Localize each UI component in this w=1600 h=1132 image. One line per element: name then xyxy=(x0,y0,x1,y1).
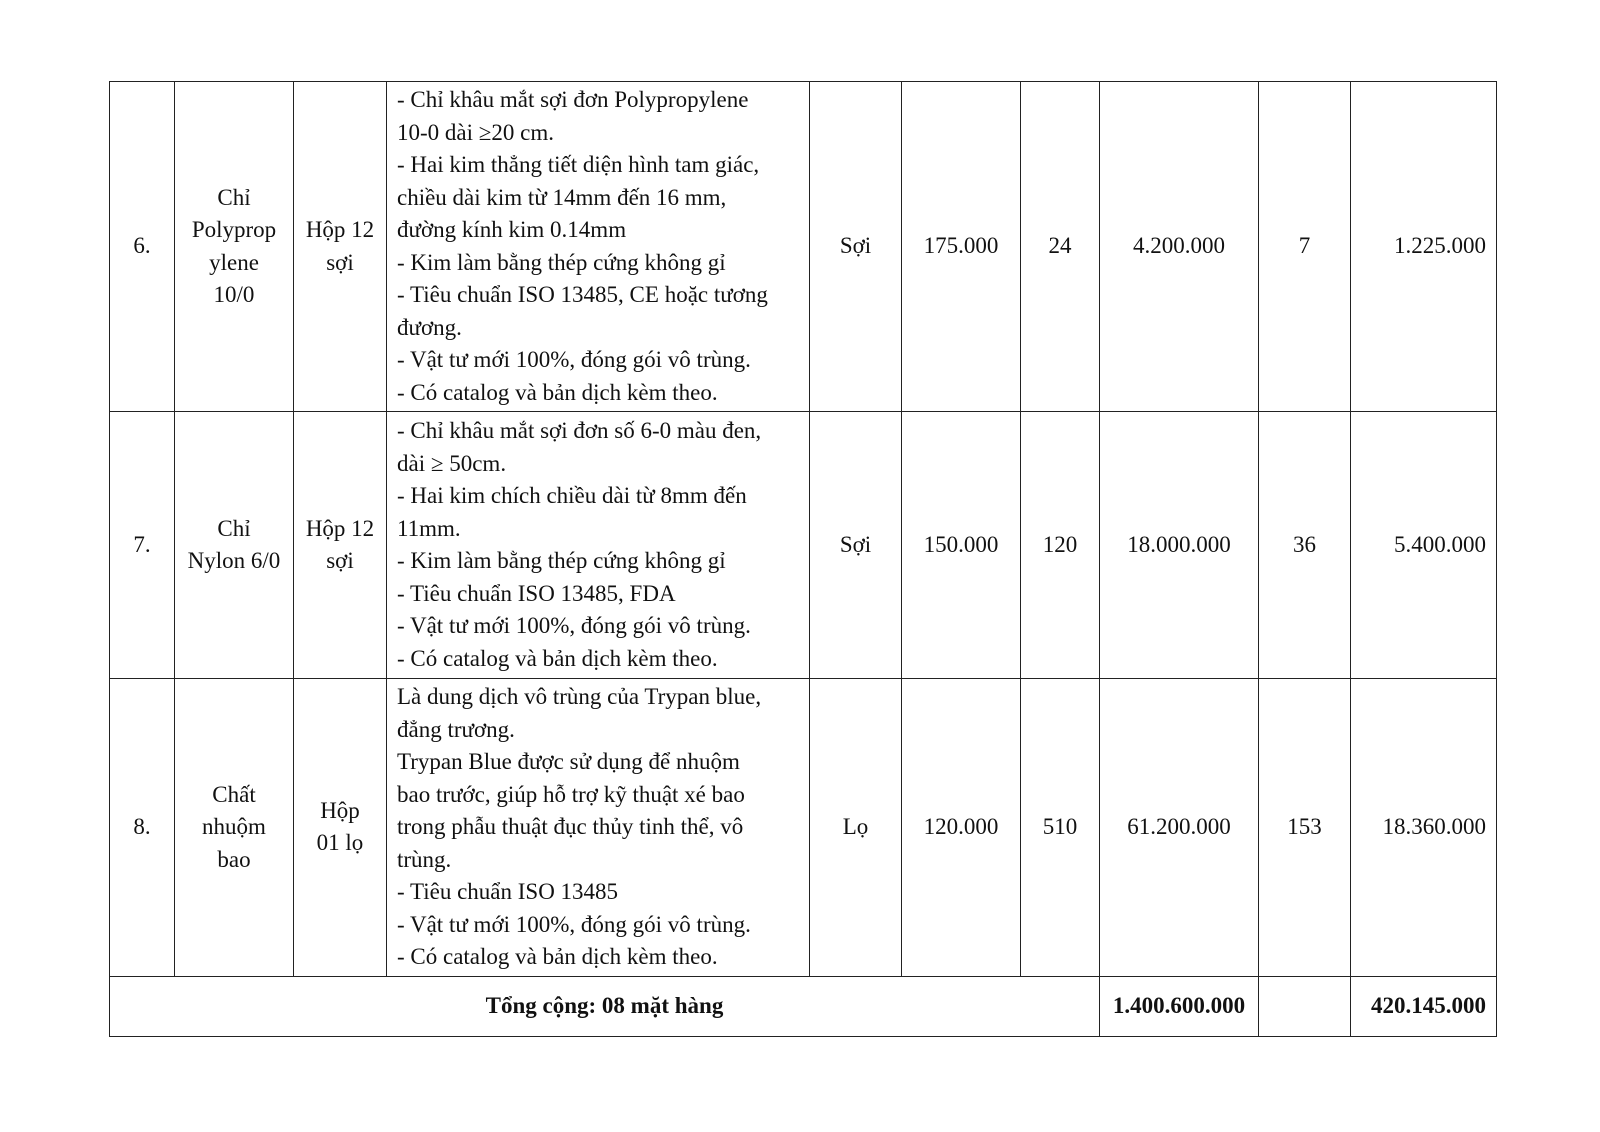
specification-cell xyxy=(387,82,810,412)
spec-line: bao trước, giúp hỗ trợ kỹ thuật xé bao xyxy=(397,781,745,807)
spec-line: - Tiêu chuẩn ISO 13485, CE hoặc tương xyxy=(397,282,768,307)
spec-line: chiều dài kim từ 14mm đến 16 mm, xyxy=(397,184,727,210)
spec-line: - Có catalog và bản dịch kèm theo. xyxy=(397,379,718,405)
spec-line: - Tiêu chuẩn ISO 13485 xyxy=(397,879,619,904)
packaging-line: 01 lọ xyxy=(316,830,364,856)
spec-line: - Vật tư mới 100%, đóng gói vô trùng. xyxy=(397,347,751,372)
total-amount-2: 420.145.000 xyxy=(1351,976,1497,1036)
packaging-line: Hộp xyxy=(320,797,360,823)
item-name-cell xyxy=(175,412,294,679)
spec-line: Là dung dịch vô trùng của Trypan blue, xyxy=(397,684,762,709)
total-label: Tổng cộng: 08 mặt hàng xyxy=(110,976,1100,1036)
spec-line: - Có catalog và bản dịch kèm theo. xyxy=(397,944,718,969)
spec-line: trùng. xyxy=(397,846,452,872)
table-body xyxy=(110,82,1497,1037)
row-stt-cell: 7. xyxy=(110,412,175,679)
quantity-cell: 120 xyxy=(1021,412,1100,679)
packaging-line: Hộp 12 xyxy=(305,217,375,242)
quantity-cell: 24 xyxy=(1021,82,1100,412)
spec-line: - Vật tư mới 100%, đóng gói vô trùng. xyxy=(397,911,751,937)
item-name-line: nhuộm xyxy=(202,814,266,839)
total-empty-cell xyxy=(1259,976,1351,1036)
table-row xyxy=(110,82,1497,412)
spec-line: đường kính kim 0.14mm xyxy=(397,217,627,242)
item-name-line: Chỉ xyxy=(217,184,251,210)
unit-price-cell: 150.000 xyxy=(902,412,1021,679)
spec-line: trong phẫu thuật đục thủy tinh thể, vô xyxy=(397,814,744,839)
spec-line: - Hai kim chích chiều dài từ 8mm đến xyxy=(397,483,747,508)
quantity-cell: 510 xyxy=(1021,679,1100,977)
spec-line: đẳng trương. xyxy=(397,716,515,742)
unit-cell: Sợi xyxy=(810,412,902,679)
packaging-line: Hộp 12 xyxy=(305,515,375,541)
spec-line: - Kim làm bằng thép cứng không gỉ xyxy=(397,249,726,275)
spec-line: - Hai kim thẳng tiết diện hình tam giác, xyxy=(397,152,760,177)
spec-line: đương. xyxy=(397,314,462,340)
item-name-cell xyxy=(175,679,294,977)
spec-line: - Tiêu chuẩn ISO 13485, FDA xyxy=(397,580,676,606)
total-amount: 1.400.600.000 xyxy=(1100,976,1259,1036)
packaging-cell xyxy=(294,82,387,412)
table-row xyxy=(110,679,1497,977)
specification-cell xyxy=(387,679,810,977)
amount-cell: 61.200.000 xyxy=(1100,679,1259,977)
amount-cell: 4.200.000 xyxy=(1100,82,1259,412)
item-name-line: Chất xyxy=(212,781,256,807)
unit-price-cell: 175.000 xyxy=(902,82,1021,412)
total-row xyxy=(110,976,1497,1036)
spec-line: - Chỉ khâu mắt sợi đơn số 6-0 màu đen, xyxy=(397,418,762,443)
unit-price-cell: 120.000 xyxy=(902,679,1021,977)
packaging-line: sợi xyxy=(326,548,354,573)
amount-2-cell: 18.360.000 xyxy=(1351,679,1497,977)
spec-line: dài ≥ 50cm. xyxy=(397,450,507,476)
row-stt-cell: 6. xyxy=(110,82,175,412)
items-table xyxy=(109,81,1497,1037)
spec-line: - Vật tư mới 100%, đóng gói vô trùng. xyxy=(397,613,751,638)
spec-line: 10-0 dài ≥20 cm. xyxy=(397,119,554,145)
spec-line: Trypan Blue được sử dụng để nhuộm xyxy=(397,749,740,774)
amount-2-cell: 1.225.000 xyxy=(1351,82,1497,412)
packaging-line: sợi xyxy=(326,249,354,275)
packaging-cell xyxy=(294,412,387,679)
item-name-line: bao xyxy=(217,846,251,872)
amount-cell: 18.000.000 xyxy=(1100,412,1259,679)
unit-cell: Sợi xyxy=(810,82,902,412)
spec-line: - Có catalog và bản dịch kèm theo. xyxy=(397,645,718,671)
packaging-cell xyxy=(294,679,387,977)
item-name-line: Nylon 6/0 xyxy=(187,548,281,573)
item-name-line: ylene xyxy=(209,249,259,275)
spec-line: - Chỉ khâu mắt sợi đơn Polypropylene xyxy=(397,87,749,112)
item-name-line: 10/0 xyxy=(213,282,255,307)
quantity-2-cell: 153 xyxy=(1259,679,1351,977)
unit-cell: Lọ xyxy=(810,679,902,977)
spec-line: - Kim làm bằng thép cứng không gỉ xyxy=(397,548,726,573)
table-row xyxy=(110,412,1497,679)
specification-cell xyxy=(387,412,810,679)
item-name-line: Chỉ xyxy=(217,515,251,541)
item-name-line: Polyprop xyxy=(191,217,277,242)
quantity-2-cell: 36 xyxy=(1259,412,1351,679)
item-name-cell xyxy=(175,82,294,412)
quantity-2-cell: 7 xyxy=(1259,82,1351,412)
row-stt-cell: 8. xyxy=(110,679,175,977)
spec-line: 11mm. xyxy=(397,515,461,541)
amount-2-cell: 5.400.000 xyxy=(1351,412,1497,679)
